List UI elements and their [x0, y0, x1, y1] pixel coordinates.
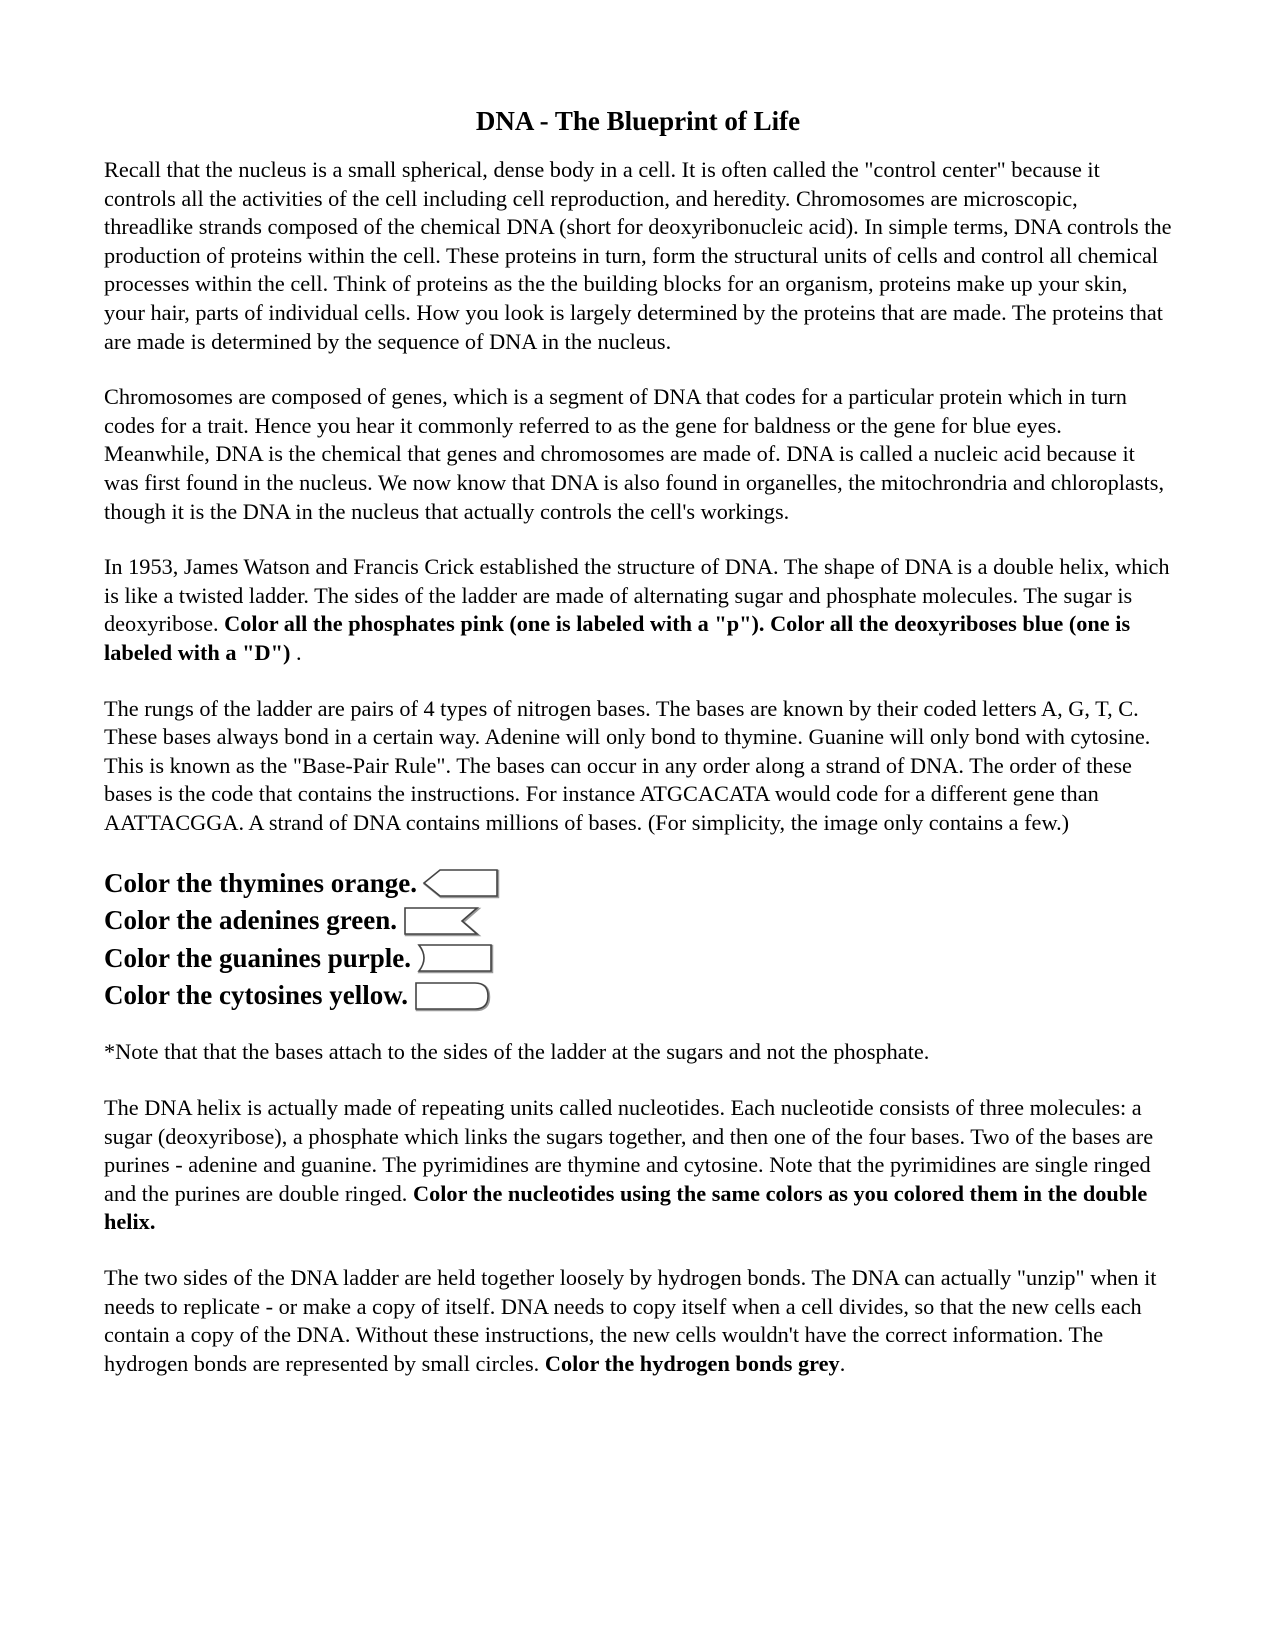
paragraph-base-pairs: The rungs of the ladder are pairs of 4 types of nitrogen bases. The bases are known by their coded letters A, G, T, C. These bases always bond in a certain way. Adenine will only bond to thymine. Guanine will only bond with cytosine. This is known as the "Base-Pair Rule". The bases can occur in any order along a strand of DNA. The order of these bases is the code that contains the instructions. For instance ATGCACATA would code for a different gene than AATTACGGA. A strand of DNA contains millions of bases. (For simplicity, the image only contains a few.) — [104, 695, 1151, 835]
adenine-shape-icon — [402, 905, 482, 937]
legend-row-cytosine — [104, 977, 1172, 1015]
legend-label-adenine: Color the adenines green. — [104, 905, 397, 936]
paragraph-hydrogen-bonds-text: The two sides of the DNA ladder are held together loosely by hydrogen bonds. The DNA can actually "unzip" when it needs to replicate - or make a copy of itself. DNA needs to copy itself when a cell divides, so that the new cells each contain a copy of the DNA. Without these instructions, the new cells wouldn't have the correct information. The hydrogen bonds are represented by small circles. — [104, 1265, 1157, 1376]
instruction-color-hydrogen-bonds: Color the hydrogen bonds grey — [544, 1350, 840, 1376]
legend-label-cytosine: Color the cytosines yellow. — [104, 980, 408, 1011]
base-color-legend — [104, 864, 1172, 1014]
paragraph-watson-crick — [104, 553, 1172, 667]
instruction-color-sugar-phosphate: Color all the phosphates pink (one is labeled with a "p"). Color all the deoxyriboses blue (one is labeled with a "D") — [104, 611, 1131, 665]
paragraph-note-attachment: *Note that that the bases attach to the sides of the ladder at the sugars and not the phosphate. — [104, 1039, 930, 1065]
worksheet-page — [104, 104, 1172, 1405]
cytosine-shape-icon — [413, 980, 493, 1012]
legend-label-guanine: Color the guanines purple. — [104, 942, 412, 973]
instruction-color-nucleotides: Color the nucleotides using the same colors as you colored them in the double helix. — [104, 1180, 1148, 1235]
paragraph-watson-crick-text: In 1953, James Watson and Francis Crick established the structure of DNA. The shape of DNA is a double helix, which is like a twisted ladder. The sides of the ladder are made of alternating sugar and phosphate molecules. The sugar is deoxyribose. — [104, 554, 1170, 637]
legend-label-thymine: Color the thymines orange. — [104, 867, 417, 898]
paragraph-chromosomes-genes: Chromosomes are composed of genes, which is a segment of DNA that codes for a particular protein which in turn codes for a trait. Hence you hear it commonly referred to as the gene for baldness or the gene for blue eyes. Meanwhile, DNA is the chemical that genes and chromosomes are made of. DNA is called a nucleic acid because it was first found in the nucleus. We now know that DNA is also found in organelles, the mitochrondria and chloroplasts, though it is the DNA in the nucleus that actually controls the cell's workings. — [104, 384, 1165, 524]
legend-row-adenine — [104, 902, 1172, 940]
paragraph-hydrogen-bonds — [104, 1264, 1172, 1378]
paragraph-nucleotides — [104, 1094, 1172, 1237]
paragraph-watson-crick-end: . — [290, 639, 302, 665]
legend-row-guanine — [104, 939, 1172, 977]
paragraph-nucleus-intro: Recall that the nucleus is a small spherical, dense body in a cell. It is often called the "control center" because it controls all the activities of the cell including cell reproduction, and heredity. Chromosomes are microscopic, threadlike strands composed of the chemical DNA (short for deoxyribonucleic acid). In simple terms, DNA controls the production of proteins within the cell. These proteins in turn, form the structural units of cells and control all chemical processes within the cell. Think of proteins as the the building blocks for an organism, proteins make up your skin, your hair, parts of individual cells. How you look is largely determined by the proteins that are made. The proteins that are made is determined by the sequence of DNA in the nucleus. — [104, 157, 1172, 354]
page-title: DNA - The Blueprint of Life — [475, 106, 801, 136]
thymine-shape-icon — [422, 867, 502, 899]
paragraph-nucleotides-text: The DNA helix is actually made of repeating units called nucleotides. Each nucleotide consists of three molecules: a sugar (deoxyribose), a phosphate which links the sugars together, and then one of the four bases. Two of the bases are purines - adenine and guanine. The pyrimidines are thymine and cytosine. Note that the pyrimidines are single ringed and the purines are double ringed. — [104, 1095, 1154, 1206]
legend-row-thymine — [104, 864, 1172, 902]
paragraph-hydrogen-bonds-end: . — [839, 1350, 846, 1376]
guanine-shape-icon — [416, 942, 496, 974]
